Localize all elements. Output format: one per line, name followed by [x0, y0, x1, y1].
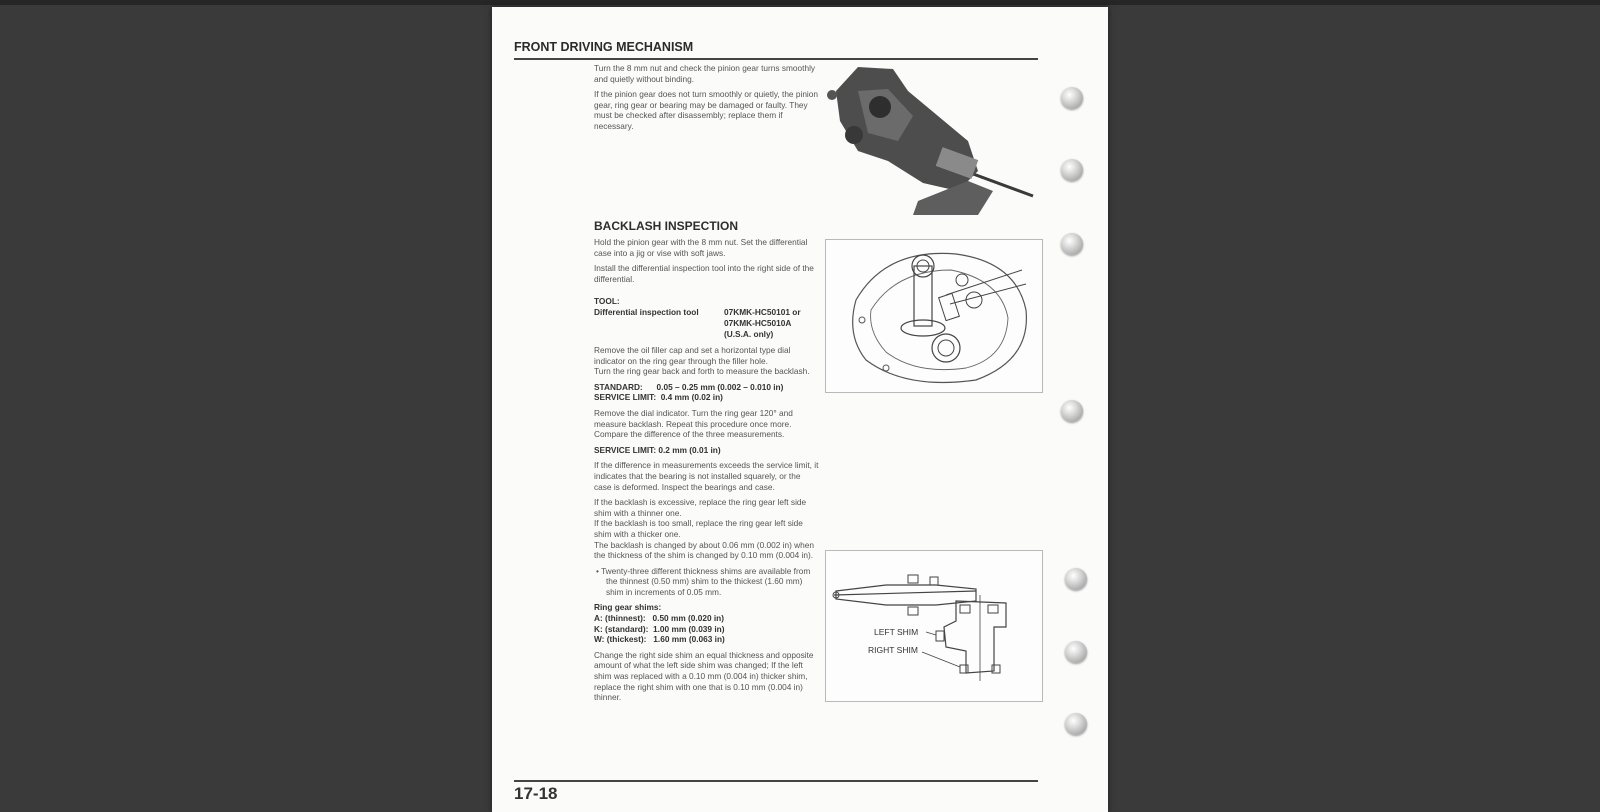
- service-limit-spec: SERVICE LIMIT: 0.4 mm (0.02 in): [594, 392, 723, 403]
- section-header: FRONT DRIVING MECHANISM: [514, 40, 694, 54]
- binding-hole-dot: [1065, 568, 1087, 590]
- backlash-paragraph-8: If the backlash is too small, replace the ring gear left side shim with a thicker one.: [594, 518, 803, 539]
- binding-hole-dot: [1061, 400, 1083, 422]
- standard-spec: STANDARD: 0.05 – 0.25 mm (0.002 – 0.010 in): [594, 381, 784, 392]
- document-page: [492, 7, 1108, 812]
- binding-hole-dot: [1065, 641, 1087, 663]
- footer-rule: [514, 780, 1038, 782]
- backlash-paragraph-5: Remove the dial indicator. Turn the ring gear 120° and measure backlash. Repeat this procedure once more. Compare the difference of the three measurements.: [594, 407, 793, 440]
- service-limit-2-spec: SERVICE LIMIT: 0.2 mm (0.01 in): [594, 444, 721, 455]
- backlash-paragraph-7: If the backlash is excessive, replace the ring gear left side shim with a thinner one.: [594, 497, 807, 518]
- intro-paragraph-1: Turn the 8 mm nut and check the pinion gear turns smoothly and quietly without binding.: [594, 63, 816, 84]
- tool-number-2: 07KMK-HC5010A: [724, 318, 792, 328]
- binding-hole-dot: [1065, 713, 1087, 735]
- backlash-paragraph-9: The backlash is changed by about 0.06 mm (0.002 in) when the thickness of the shim is changed by 0.10 mm (0.004 in).: [594, 539, 814, 561]
- backlash-paragraph-1: Hold the pinion gear with the 8 mm nut. Set the differential case into a jig or vise with soft jaws.: [594, 237, 808, 258]
- right-shim-label: RIGHT SHIM: [868, 645, 918, 655]
- tool-name: Differential inspection tool: [594, 307, 699, 317]
- shim-bullet-text: Twenty-three different thickness shims are available from the thinnest (0.50 mm) shim to the thickest (1.60 mm) shim in increments of 0.05 mm.: [601, 565, 811, 597]
- shims-title: Ring gear shims:: [594, 602, 662, 613]
- shim-k: K: (standard): 1.00 mm (0.039 in): [594, 623, 725, 634]
- tool-label: TOOL:: [594, 296, 620, 306]
- intro-paragraph-2: If the pinion gear does not turn smoothly or quietly, the pinion gear, ring gear or bearing may be damaged or faulty. They must be checked after disassembly; replace them if necessary.: [594, 89, 818, 131]
- page-number: 17-18: [514, 784, 558, 803]
- tool-number-1: 07KMK-HC50101 or: [724, 307, 801, 317]
- intro-text: [594, 63, 820, 132]
- binding-hole-dot: [1061, 87, 1083, 109]
- backlash-paragraph-4: Turn the ring gear back and forth to measure the backlash.: [594, 366, 810, 377]
- backlash-paragraph-2: Install the differential inspection tool into the right side of the differential.: [594, 263, 814, 284]
- viewer-top-bar: [0, 0, 1600, 5]
- shim-w: W: (thickest): 1.60 mm (0.063 in): [594, 634, 725, 645]
- dial-indicator-text: [594, 345, 820, 703]
- shim-a: A: (thinnest): 0.50 mm (0.020 in): [594, 613, 725, 624]
- shim-bullet: • Twenty-three different thickness shims are available from the thinnest (0.50 mm) shim to the thickest (1.60 mm) shim in increments of 0.05 mm.: [596, 565, 811, 597]
- backlash-intro: [594, 237, 820, 284]
- differential-photo: [818, 61, 1038, 215]
- backlash-paragraph-10: Change the right side shim an equal thickness and opposite amount of what the left side shim was changed; If the left shim was replaced with a 0.10 mm (0.004 in) thicker shim, replace the right shim with one that is 0.10 mm (0.004 in) thinner.: [594, 649, 814, 703]
- backlash-paragraph-3: Remove the oil filler cap and set a horizontal type dial indicator on the ring gear through the filler hole.: [594, 345, 791, 366]
- left-shim-label: LEFT SHIM: [874, 627, 919, 637]
- backlash-paragraph-6: If the difference in measurements exceeds the service limit, it indicates that the bearing is not installed squarely, or the case is deformed. Inspect the bearings and case.: [594, 460, 819, 492]
- shim-location-figure: [825, 550, 1043, 702]
- tool-number-3: (U.S.A. only): [724, 329, 774, 339]
- binding-hole-dot: [1061, 233, 1083, 255]
- binding-hole-dot: [1061, 159, 1083, 181]
- backlash-title: BACKLASH INSPECTION: [594, 219, 739, 233]
- header-rule: [514, 58, 1038, 60]
- differential-inspection-figure: [825, 239, 1043, 393]
